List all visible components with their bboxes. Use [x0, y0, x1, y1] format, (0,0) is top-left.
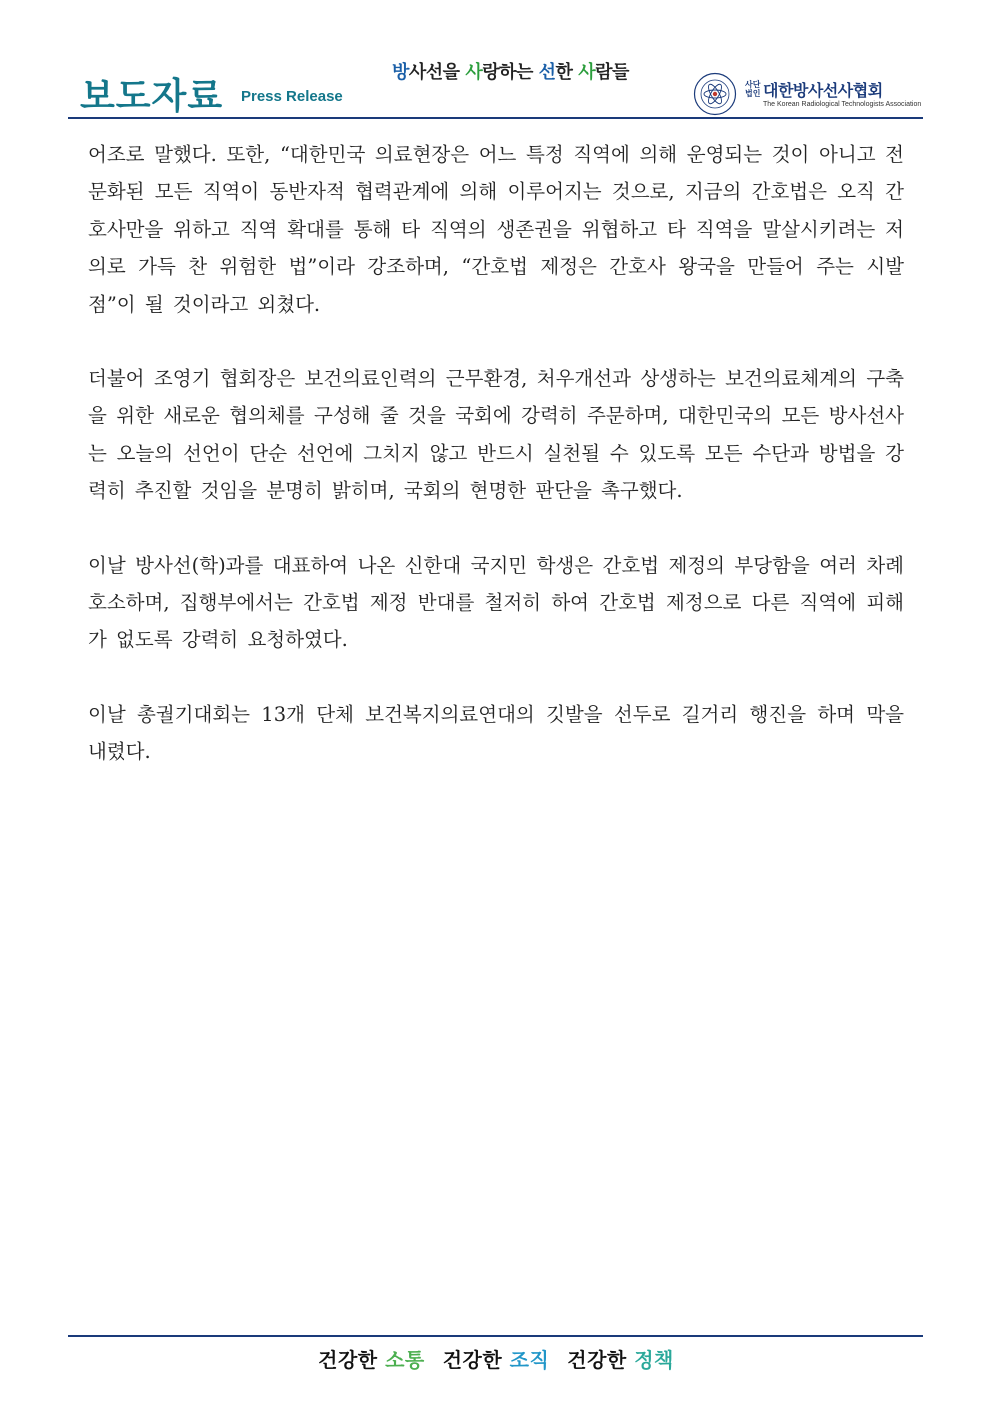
footer-divider	[68, 1335, 923, 1337]
motto-prefix: 건강한	[318, 1348, 386, 1372]
page-header	[0, 0, 992, 125]
motto-prefix: 건강한	[442, 1348, 510, 1372]
slogan-initial: 사	[465, 62, 483, 83]
org-prefix: 사단법인	[745, 80, 761, 98]
slogan	[392, 58, 629, 84]
paragraph: 어조로 말했다. 또한, “대한민국 의료현장은 어느 특정 직역에 의해 운영되는 것이 아니고 전문화된 모든 직역이 동반자적 협력관계에 의해 이루어지는 것으로, 지금의 간호법은 오직 간호사만을 위하고 직역 확대를 통해 타 직역의 생존권을 위협하고 타 직역을 말살시키려는 저의로 가득 찬 위험한 법”이라 강조하며, “간호법 제정은 간호사 왕국을 만들어 주는 시발점”이 될 것이라고 외쳤다.	[88, 143, 904, 316]
slogan-initial: 선	[538, 62, 556, 83]
paragraph: 이날 총궐기대회는 13개 단체 보건복지의료연대의 깃발을 선두로 길거리 행진을 하며 막을 내렸다.	[88, 702, 904, 764]
atom-seal-icon	[693, 72, 737, 116]
paragraph: 이날 방사선(학)과를 대표하여 나온 신한대 국지민 학생은 간호법 제정의 부당함을 여러 차례 호소하며, 집행부에서는 간호법 제정 반대를 철저히 하여 간호법 제정으로 다른 직역에 피해가 없도록 강력히 요청하였다.	[88, 553, 904, 652]
motto-keyword: 조직	[509, 1348, 550, 1372]
footer-motto	[0, 1344, 992, 1373]
motto-prefix: 건강한	[567, 1348, 635, 1372]
slogan-initial: 방	[392, 62, 409, 83]
org-logo	[693, 72, 923, 116]
slogan-text: 한	[555, 62, 579, 83]
motto-keyword: 정책	[634, 1348, 674, 1372]
slogan-text: 사선을	[408, 62, 466, 83]
article-body	[88, 136, 904, 808]
header-divider	[68, 117, 923, 119]
slogan-initial: 사	[578, 62, 596, 83]
slogan-text: 랑하는	[482, 62, 539, 83]
slogan-text: 람들	[595, 62, 629, 83]
page-subtitle: Press Release	[241, 88, 343, 105]
page-title: 보도자료	[80, 76, 224, 117]
org-name: 대한방사선사협회	[763, 81, 883, 100]
org-name-english: The Korean Radiological Technologists Association	[763, 101, 922, 108]
motto-keyword: 소통	[385, 1348, 425, 1372]
paragraph: 더불어 조영기 협회장은 보건의료인력의 근무환경, 처우개선과 상생하는 보건의료체계의 구축을 위한 새로운 협의체를 구성해 줄 것을 국회에 강력히 주문하며, 대한민국의 모든 방사선사는 오늘의 선언이 단순 선언에 그치지 않고 반드시 실천될 수 있도록 모든 수단과 방법을 강력히 추진할 것임을 분명히 밝히며, 국회의 현명한 판단을 촉구했다.	[88, 367, 904, 503]
